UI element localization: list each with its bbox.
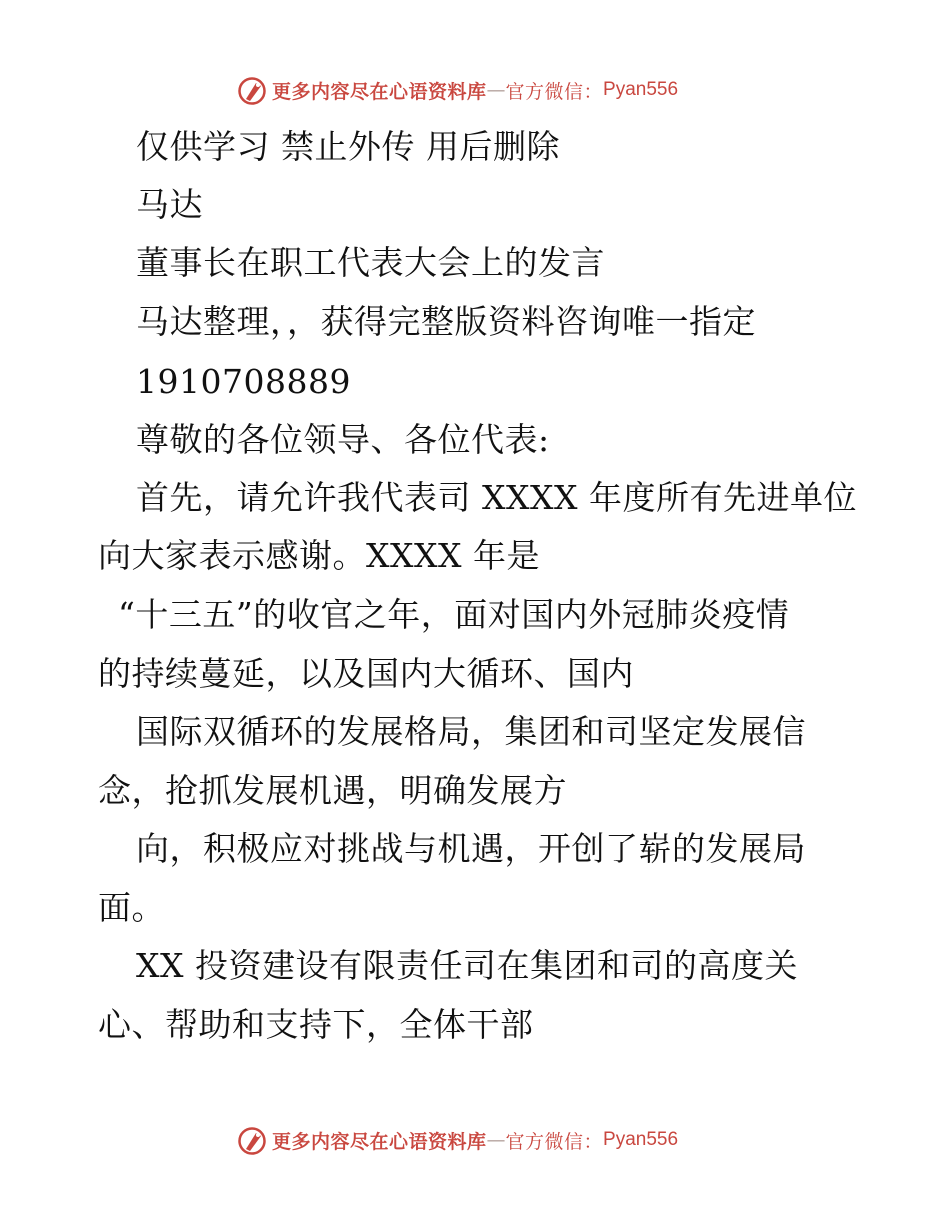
doc-line-4: 马达整理，，获得完整版资料咨询唯一指定	[136, 302, 756, 341]
banner-wechat-label: 官方微信：	[505, 1130, 604, 1153]
doc-paragraph-line: 面。	[98, 888, 165, 927]
footer-watermark-banner	[236, 1123, 678, 1157]
doc-paragraph-line: XX 投资建设有限责任司在集团和司的高度关	[136, 946, 798, 985]
header-watermark-banner	[236, 73, 678, 107]
doc-paragraph-line: 念，抢抓发展机遇，明确发展方	[98, 771, 567, 810]
doc-paragraph-line: 国际双循环的发展格局，集团和司坚定发展信	[136, 712, 806, 751]
doc-line-1: 仅供学习 禁止外传 用后删除	[136, 127, 560, 166]
banner-site-text: 更多内容尽在心语资料库	[272, 1130, 487, 1153]
doc-phone: 1910708889	[136, 362, 351, 401]
doc-paragraph-line: 的持续蔓延，以及国内大循环、国内	[98, 654, 634, 693]
doc-paragraph-line: 向，积极应对挑战与机遇，开创了崭的发展局	[136, 829, 806, 868]
doc-paragraph-line: 首先，请允许我代表司 XXXX 年度所有先进单位	[136, 478, 857, 517]
doc-salutation: 尊敬的各位领导、各位代表:	[136, 420, 550, 459]
pen-nib-logo-icon	[236, 74, 268, 106]
banner-site-text: 更多内容尽在心语资料库	[272, 80, 487, 103]
banner-wechat-id: Pyan556	[603, 79, 679, 100]
doc-title: 董事长在职工代表大会上的发言	[136, 243, 605, 282]
doc-paragraph-line: 心、帮助和支持下，全体干部	[98, 1005, 534, 1044]
banner-wechat-id: Pyan556	[603, 1129, 679, 1150]
banner-dash: —	[486, 1129, 506, 1151]
banner-dash: —	[486, 79, 506, 101]
doc-line-2: 马达	[136, 185, 203, 224]
doc-paragraph-line: 向大家表示感谢。XXXX 年是	[98, 536, 540, 575]
banner-wechat-label: 官方微信：	[505, 80, 604, 103]
pen-nib-logo-icon	[236, 1124, 268, 1156]
doc-paragraph-line: “十三五”的收官之年，面对国内外冠肺炎疫情	[118, 595, 790, 634]
